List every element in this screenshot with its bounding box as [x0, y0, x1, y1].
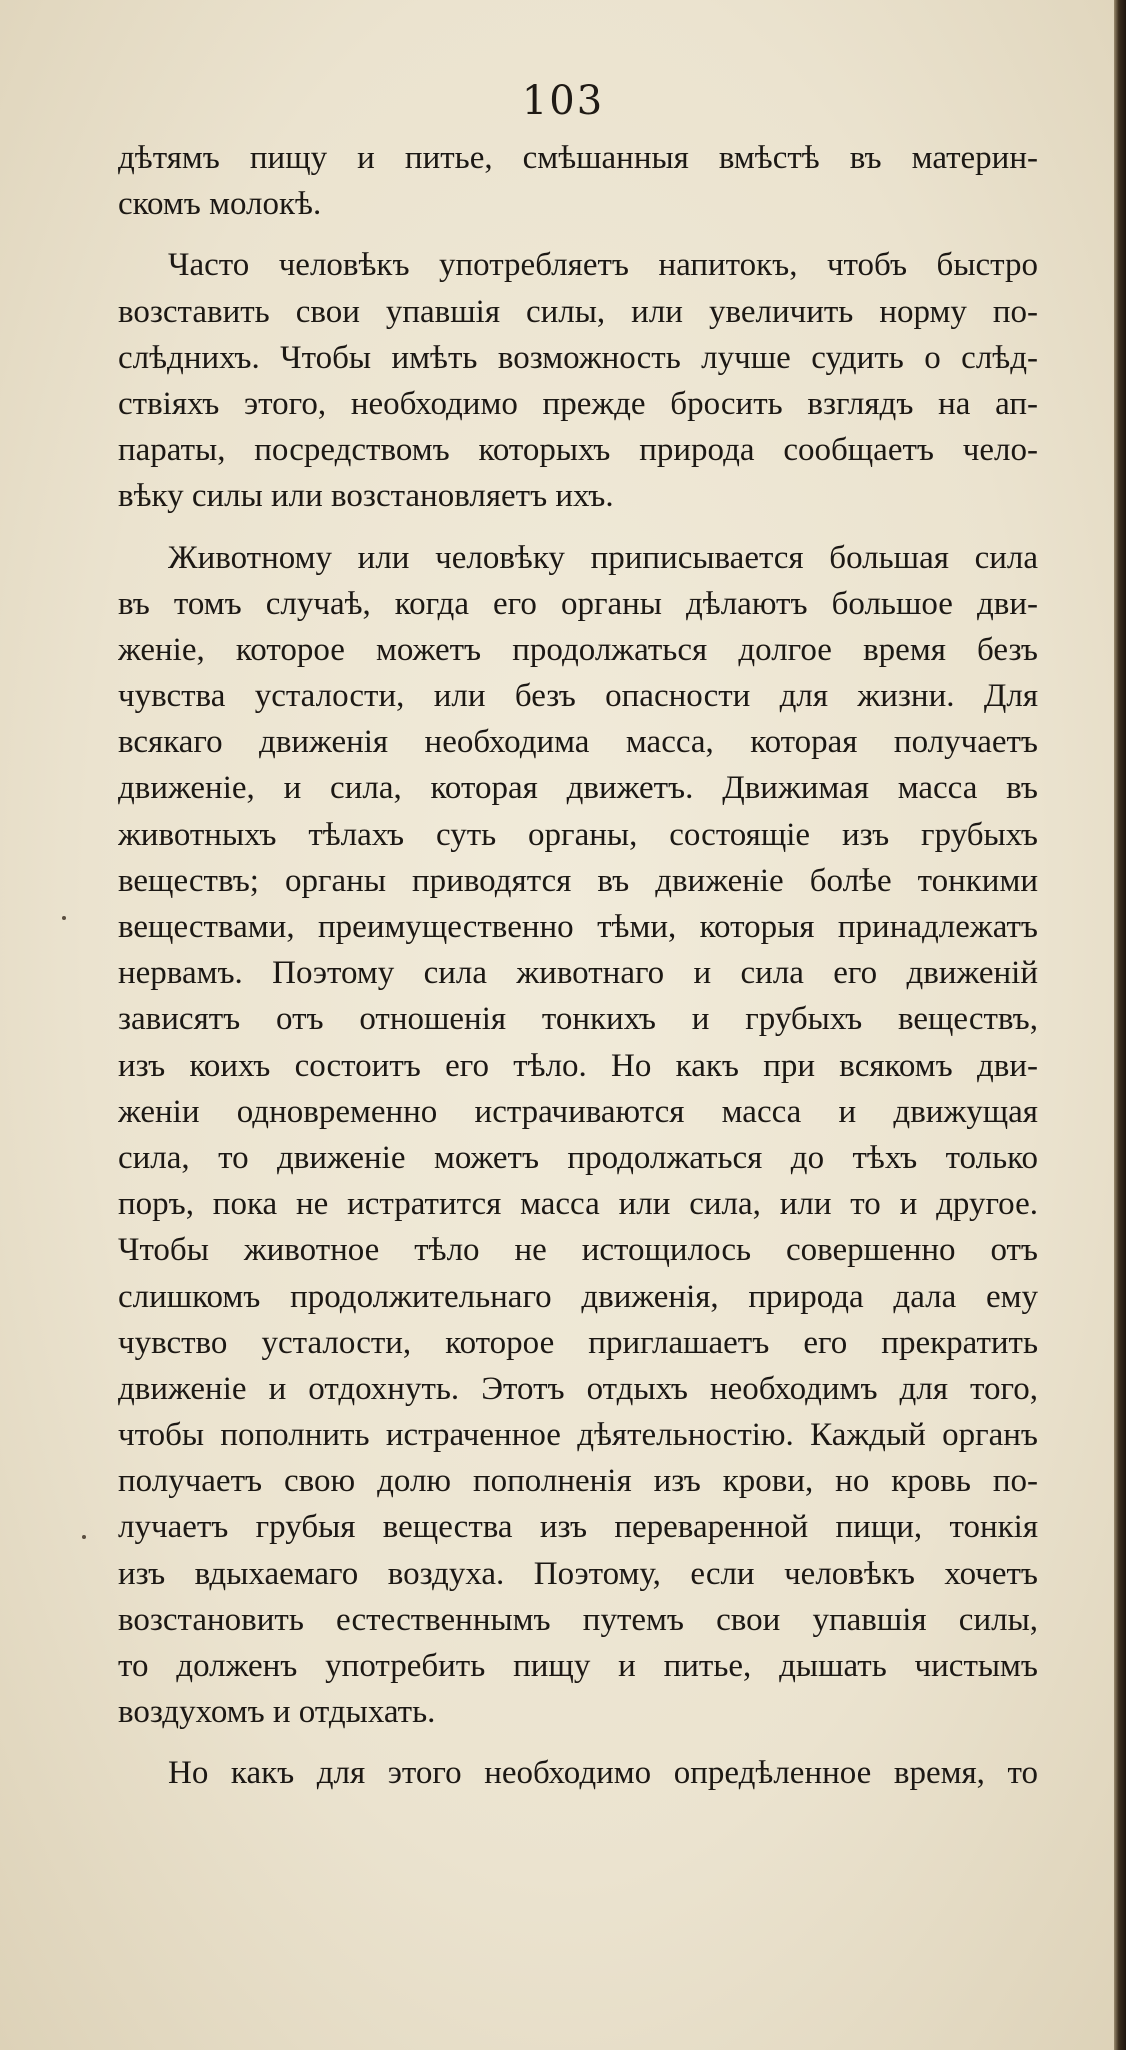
paragraph [118, 242, 1038, 519]
text-line: ствіяхъ этого, необходимо прежде бросить взглядъ на ап- [118, 385, 1038, 422]
text-line: скомъ молокѣ. [118, 186, 322, 223]
text-line: Животному или человѣку приписывается большая сила [168, 539, 1038, 576]
text-line: возстановить естественнымъ путемъ свои упавшія силы, [118, 1601, 1038, 1638]
text-line: веществъ; органы приводятся въ движеніе болѣе тонкими [118, 862, 1038, 899]
text-line: Часто человѣкъ употребляетъ напитокъ, чтобъ быстро [168, 247, 1038, 284]
text-line: воздухомъ и отдыхать. [118, 1694, 436, 1731]
paragraph [118, 135, 1038, 227]
text-line: чувства усталости, или безъ опасности для жизни. Для [118, 678, 1038, 715]
text-line: всякаго движенія необходима масса, которая получаетъ [118, 724, 1038, 761]
text-line: лучаетъ грубыя вещества изъ переваренной пищи, тонкія [118, 1509, 1038, 1546]
text-line: зависятъ отъ отношенія тонкихъ и грубыхъ веществъ, [118, 1001, 1038, 1038]
text-line: Но какъ для этого необходимо опредѣленное время, то [168, 1755, 1038, 1792]
text-line: движеніе и отдохнуть. Этотъ отдыхъ необходимъ для того, [118, 1370, 1038, 1407]
text-line: животныхъ тѣлахъ суть органы, состоящіе изъ грубыхъ [118, 816, 1038, 853]
text-line: чтобы пополнить истраченное дѣятельностію. Каждый органъ [118, 1417, 1038, 1454]
text-line: женіи одновременно истрачиваются масса и движущая [118, 1093, 1038, 1130]
text-line: веществами, преимущественно тѣми, которыя принадлежатъ [118, 909, 1038, 945]
text-line: изъ коихъ состоитъ его тѣло. Но какъ при всякомъ дви- [118, 1047, 1038, 1084]
page-number: 103 [521, 78, 605, 124]
text-line: слѣднихъ. Чтобы имѣть возможность лучше судить о слѣд- [118, 339, 1038, 376]
paragraph [118, 1750, 1038, 1796]
text-line: дѣтямъ пищу и питье, смѣшанныя вмѣстѣ въ материн- [118, 140, 1038, 176]
scan-border [1114, 0, 1126, 2050]
margin-dot [62, 916, 66, 920]
text-line: то долженъ употребить пищу и питье, дышать чистымъ [118, 1648, 1038, 1684]
text-line: Чтобы животное тѣло не истощилось совершенно отъ [118, 1232, 1038, 1269]
text-line: вѣку силы или возстановляетъ ихъ. [118, 478, 614, 515]
text-line: движеніе, и сила, которая движетъ. Движимая масса въ [118, 770, 1038, 807]
text-line: возставить свои упавшія силы, или увеличить норму по- [118, 293, 1038, 330]
text-line: женіе, которое можетъ продолжаться долгое время безъ [118, 631, 1038, 668]
text-line: слишкомъ продолжительнаго движенія, природа дала ему [118, 1278, 1038, 1315]
text-line: получаетъ свою долю пополненія изъ крови, но кровь по- [118, 1463, 1038, 1500]
body-text [118, 135, 1038, 1797]
margin-dot [82, 1535, 86, 1539]
text-line: чувство усталости, которое приглашаетъ его прекратить [118, 1324, 1038, 1361]
text-line: параты, посредствомъ которыхъ природа сообщаетъ чело- [118, 432, 1038, 469]
text-line: поръ, пока не истратится масса или сила, или то и другое. [118, 1186, 1038, 1223]
text-line: сила, то движеніе можетъ продолжаться до тѣхъ только [118, 1139, 1038, 1176]
paragraph [118, 535, 1038, 1736]
text-line: нервамъ. Поэтому сила животнаго и сила его движеній [118, 955, 1038, 992]
text-line: въ томъ случаѣ, когда его органы дѣлаютъ большое дви- [118, 585, 1038, 622]
text-line: изъ вдыхаемаго воздуха. Поэтому, если человѣкъ хочетъ [118, 1555, 1038, 1592]
